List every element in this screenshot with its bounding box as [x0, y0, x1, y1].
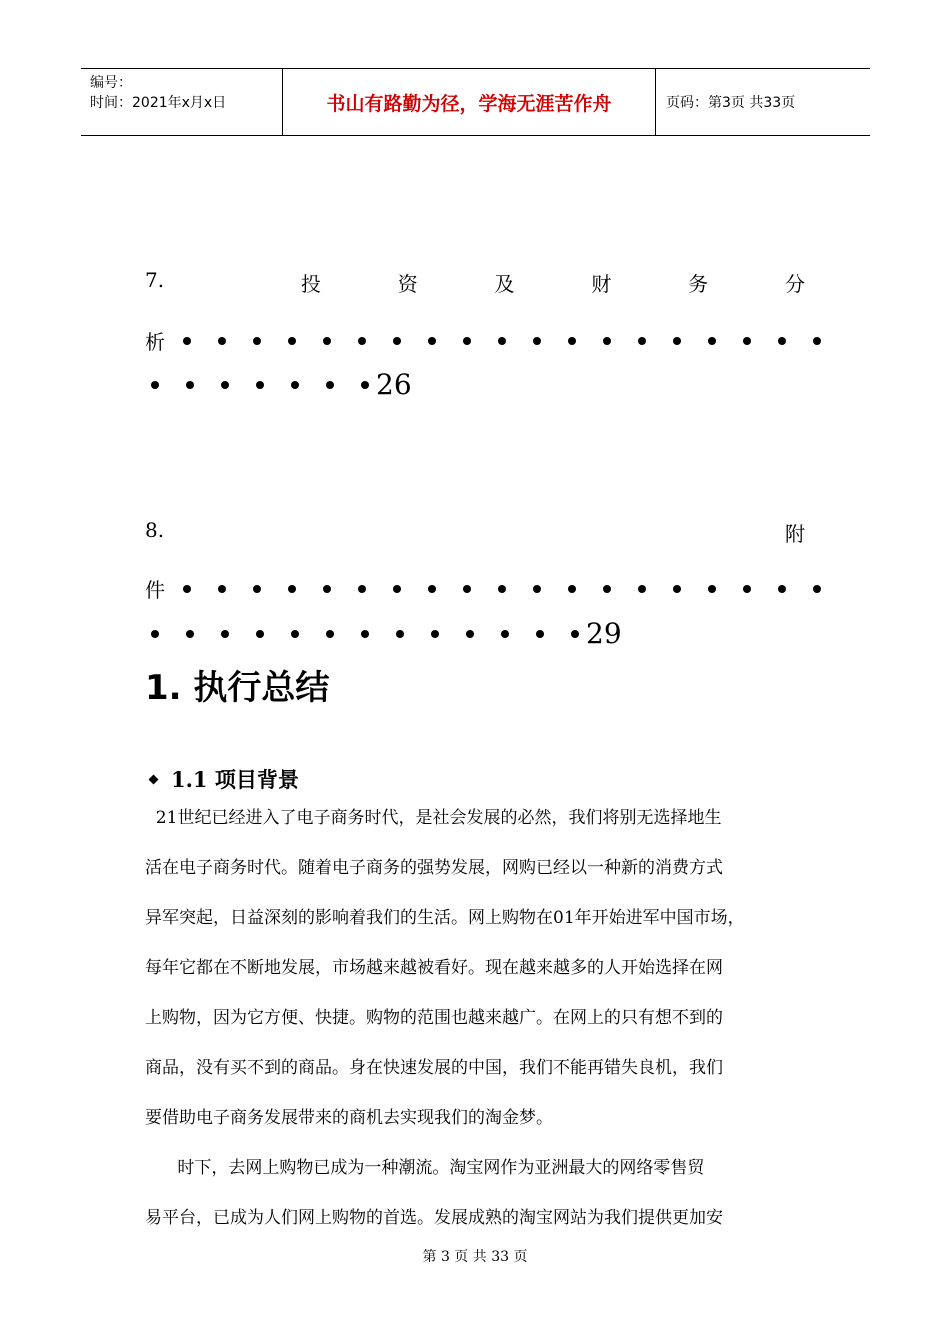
leader-dot	[743, 337, 751, 345]
leader-dot	[253, 337, 261, 345]
leader-dot	[186, 381, 194, 389]
leader-dot	[466, 630, 474, 638]
leader-dot	[288, 337, 296, 345]
toc-title-char: 投	[300, 272, 321, 296]
toc-entry-number: 7.	[145, 268, 165, 292]
leader-dot	[326, 381, 334, 389]
leader-dot	[323, 337, 331, 345]
toc-entry-number: 8.	[145, 518, 165, 542]
page-footer: 第 3 页 共 33 页	[422, 1249, 528, 1265]
body-line: 异军突起，日益深刻的影响着我们的生活。网上购物在01年开始进军中国市场，	[145, 908, 745, 928]
leader-dot	[186, 630, 194, 638]
leader-dot	[291, 630, 299, 638]
page-header	[81, 68, 870, 136]
toc-wrap-char: 析	[145, 330, 165, 354]
header-number-label: 编号：	[90, 75, 132, 91]
toc-page-number: 26	[376, 368, 412, 401]
leader-dot	[603, 585, 611, 593]
leader-dot	[221, 381, 229, 389]
leader-dot	[463, 585, 471, 593]
body-line: 上购物，因为它方便、快捷。购物的范围也越来越广。在网上的只有想不到的	[145, 1008, 723, 1028]
leader-dot	[218, 585, 226, 593]
toc-title-char: 资	[397, 272, 418, 296]
toc-wrap-char: 件	[145, 578, 165, 602]
toc-entry-8-leader	[145, 574, 848, 603]
leader-dot	[568, 585, 576, 593]
leader-dot	[536, 630, 544, 638]
leader-dot	[638, 337, 646, 345]
body-line: 易平台，已成为人们网上购物的首选。发展成熟的淘宝网站为我们提供更加安	[145, 1208, 723, 1228]
leader-dot	[151, 381, 159, 389]
body-line: 每年它都在不断地发展，市场越来越被看好。现在越来越多的人开始选择在网	[145, 958, 723, 978]
header-time-label: 时间：2021年x月x日	[90, 95, 227, 111]
leader-dot	[571, 630, 579, 638]
toc-entry-7-leader-2	[145, 368, 412, 401]
dot-leader	[183, 585, 848, 593]
leader-dot	[498, 337, 506, 345]
leader-dot	[218, 337, 226, 345]
leader-dot	[256, 381, 264, 389]
leader-dot	[253, 585, 261, 593]
leader-dot	[708, 337, 716, 345]
toc-entry-8-title	[145, 518, 805, 547]
subsection-heading	[145, 764, 299, 794]
leader-dot	[151, 630, 159, 638]
leader-dot	[568, 337, 576, 345]
leader-dot	[221, 630, 229, 638]
leader-dot	[291, 381, 299, 389]
leader-dot	[533, 337, 541, 345]
leader-dot	[673, 585, 681, 593]
leader-dot	[323, 585, 331, 593]
leader-dot	[183, 337, 191, 345]
leader-dot	[428, 337, 436, 345]
dot-leader	[183, 337, 848, 345]
leader-dot	[533, 585, 541, 593]
leader-dot	[501, 630, 509, 638]
dot-leader	[151, 630, 606, 638]
header-page-info: 页码：第3页 共33页	[666, 95, 796, 111]
toc-entry-7-leader	[145, 326, 848, 355]
leader-dot	[393, 585, 401, 593]
leader-dot	[778, 337, 786, 345]
leader-dot	[778, 585, 786, 593]
leader-dot	[428, 585, 436, 593]
leader-dot	[638, 585, 646, 593]
leader-dot	[813, 585, 821, 593]
header-motto: 书山有路勤为径，学海无涯苦作舟	[282, 69, 656, 135]
leader-dot	[813, 337, 821, 345]
leader-dot	[431, 630, 439, 638]
leader-dot	[463, 337, 471, 345]
toc-title-char: 及	[494, 272, 515, 296]
toc-entry-8-leader-2	[145, 617, 622, 650]
leader-dot	[288, 585, 296, 593]
toc-title-char: 务	[688, 272, 709, 296]
body-line: 要借助电子商务发展带来的商机去实现我们的淘金梦。	[145, 1108, 553, 1128]
leader-dot	[361, 630, 369, 638]
body-line: 21世纪已经进入了电子商务时代，是社会发展的必然，我们将别无选择地生	[145, 808, 722, 828]
body-text	[145, 793, 825, 1243]
body-line: 活在电子商务时代。随着电子商务的强势发展，网购已经以一种新的消费方式	[145, 858, 723, 878]
leader-dot	[498, 585, 506, 593]
dot-leader	[151, 381, 396, 389]
toc-title-char: 财	[591, 272, 612, 296]
header-meta	[81, 69, 282, 135]
leader-dot	[603, 337, 611, 345]
toc-entry-7-title	[145, 268, 805, 297]
leader-dot	[326, 630, 334, 638]
body-line: 商品，没有买不到的商品。身在快速发展的中国，我们不能再错失良机，我们	[145, 1058, 723, 1078]
body-line: 时下，去网上购物已成为一种潮流。淘宝网作为亚洲最大的网络零售贸	[145, 1158, 705, 1178]
leader-dot	[708, 585, 716, 593]
toc-title-char: 附	[785, 522, 805, 546]
leader-dot	[358, 337, 366, 345]
toc-page-number: 29	[586, 617, 622, 650]
leader-dot	[361, 381, 369, 389]
subsection-title: 1.1 项目背景	[171, 767, 299, 792]
leader-dot	[256, 630, 264, 638]
leader-dot	[743, 585, 751, 593]
section-heading: 1. 执行总结	[145, 668, 330, 708]
leader-dot	[183, 585, 191, 593]
diamond-bullet-icon	[149, 774, 159, 784]
leader-dot	[358, 585, 366, 593]
leader-dot	[396, 630, 404, 638]
toc-title-char: 分	[784, 272, 805, 296]
leader-dot	[673, 337, 681, 345]
leader-dot	[393, 337, 401, 345]
